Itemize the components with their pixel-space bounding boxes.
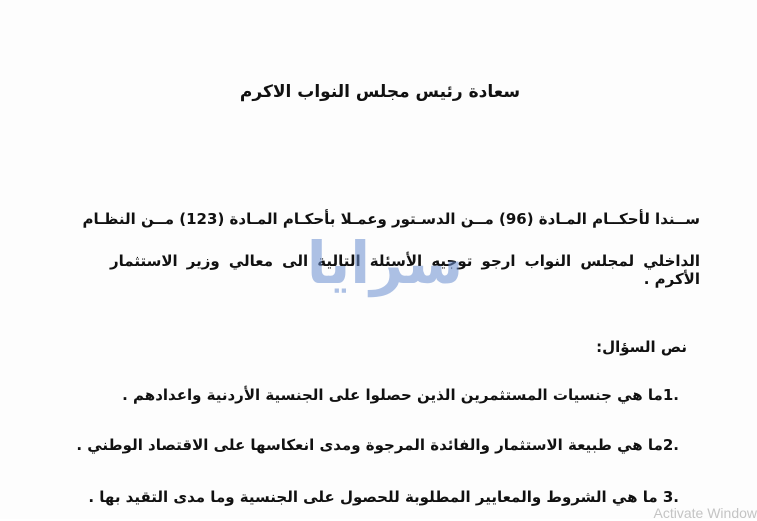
question-item: .1ما هي جنسيات المستثمرين الذين حصلوا على الجنسية الأردنية واعدادهم . xyxy=(122,386,679,404)
paragraph-line-1: ســندا لأحكــام المـادة (96) مــن الدسـتور وعمـلا بأحكـام المـادة (123) مــن النظـام xyxy=(82,210,700,228)
paragraph-line-2: الداخلي لمجلس النواب ارجو توجيه الأسئلة التالية الى معالي وزير الاستثمار الأكرم . xyxy=(110,252,700,288)
question-item: .2ما هي طبيعة الاستثمار والفائدة المرجوة ومدى انعكاسها على الاقتصاد الوطني . xyxy=(76,436,679,454)
activate-windows-overlay: Activate Window xyxy=(653,505,757,521)
questions-heading: نص السؤال: xyxy=(596,338,687,356)
watermark-logo: سرايا xyxy=(306,229,464,297)
question-item: .3 ما هي الشروط والمعايير المطلوبة للحصول على الجنسية وما مدى التقيد بها . xyxy=(88,488,679,506)
document-title: سعادة رئيس مجلس النواب الاكرم xyxy=(239,82,521,102)
